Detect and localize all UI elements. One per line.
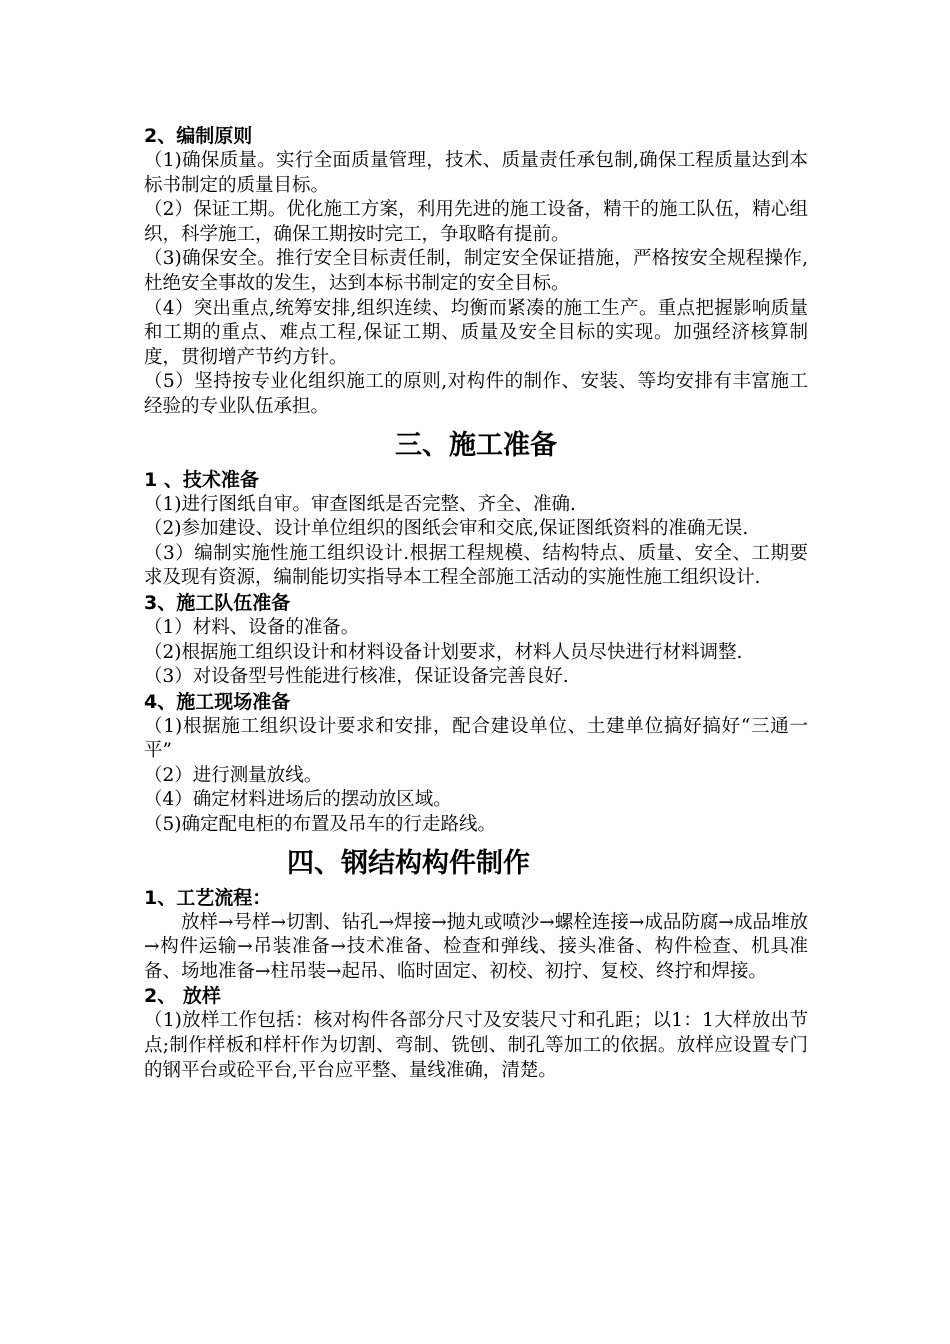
paragraph: （1)根据施工组织设计要求和安排，配合建设单位、土建单位搞好搞好“三通一平” (144, 715, 808, 762)
paragraph: （2)参加建设、设计单位组织的图纸会审和交底,保证图纸资料的准确无误. (144, 518, 749, 540)
paragraph: （3)确保安全。推行安全目标责任制，制定安全保证措施，严格按安全规程操作,杜绝安全事故的发生，达到本标书制定的安全目标。 (144, 248, 808, 294)
paragraph: （1)确保质量。实行全面质量管理，技术、质量责任承包制,确保工程质量达到本标书制定的质量目标。 (144, 150, 808, 196)
section-title-construction-prep: 三、施工准备 (395, 429, 557, 461)
heading-process-flow: 1、工艺流程： (144, 886, 272, 909)
paragraph: （5)确定配电柜的布置及吊车的行走路线。 (144, 814, 496, 836)
paragraph: （1)进行图纸自审。审查图纸是否完整、齐全、准确. (144, 493, 576, 515)
heading-compile-principles: 2、编制原则 (144, 125, 253, 147)
paragraph: 放样→号样→切割、钻孔→焊接→抛丸或喷沙→螺栓连接→成品防腐→成品堆放→构件运输→吊装准备→技术准备、检查和弹线、接头准备、构件检查、机具准备、场地准备→柱吊装→起吊、临时固定、初校、初拧、复校、终拧和焊接。 (144, 911, 808, 982)
paragraph: （2）保证工期。优化施工方案，利用先进的施工设备，精干的施工队伍，精心组织，科学施工，确保工期按时完工，争取略有提前。 (144, 199, 808, 245)
paragraph: （5）坚持按专业化组织施工的原则,对构件的制作、安装、等均安排有丰富施工经验的专业队伍承担。 (144, 371, 808, 417)
paragraph: （4）突出重点,统筹安排,组织连续、均衡而紧凑的施工生产。重点把握影响质量和工期的重点、难点工程,保证工期、质量及安全目标的实现。加强经济核算制度，贯彻增产节约方针。 (144, 297, 808, 368)
heading-technical-prep: 1 、技术准备 (144, 468, 259, 491)
paragraph: （3）对设备型号性能进行核准，保证设备完善良好. (144, 666, 569, 688)
section-title-steel-fabrication: 四、钢结构构件制作 (287, 847, 530, 879)
heading-site-prep: 4、施工现场准备 (144, 690, 291, 713)
paragraph: （4）确定材料进场后的摆动放区域。 (144, 789, 452, 811)
paragraph: （3）编制实施性施工组织设计.根据工程规模、结构特点、质量、安全、工期要求及现有资源，编制能切实指导本工程全部施工活动的实施性施工组织设计. (144, 542, 808, 589)
paragraph: （2）进行测量放线。 (144, 764, 323, 786)
document-body (144, 124, 808, 1083)
paragraph: （1）材料、设备的准备。 (144, 616, 360, 638)
paragraph: （1)放样工作包括：核对构件各部分尺寸及安装尺寸和孔距；以1：1大样放出节点;制作样板和样杆作为切割、弯制、铣刨、制孔等加工的依据。放样应设置专门的钢平台或砼平台,平台应平整、量线准确，清楚。 (144, 1010, 808, 1081)
paragraph: （2)根据施工组织设计和材料设备计划要求，材料人员尽快进行材料调整. (144, 641, 743, 663)
heading-layout: 2、 放样 (144, 985, 221, 1008)
heading-team-prep: 3、施工队伍准备 (144, 591, 291, 614)
